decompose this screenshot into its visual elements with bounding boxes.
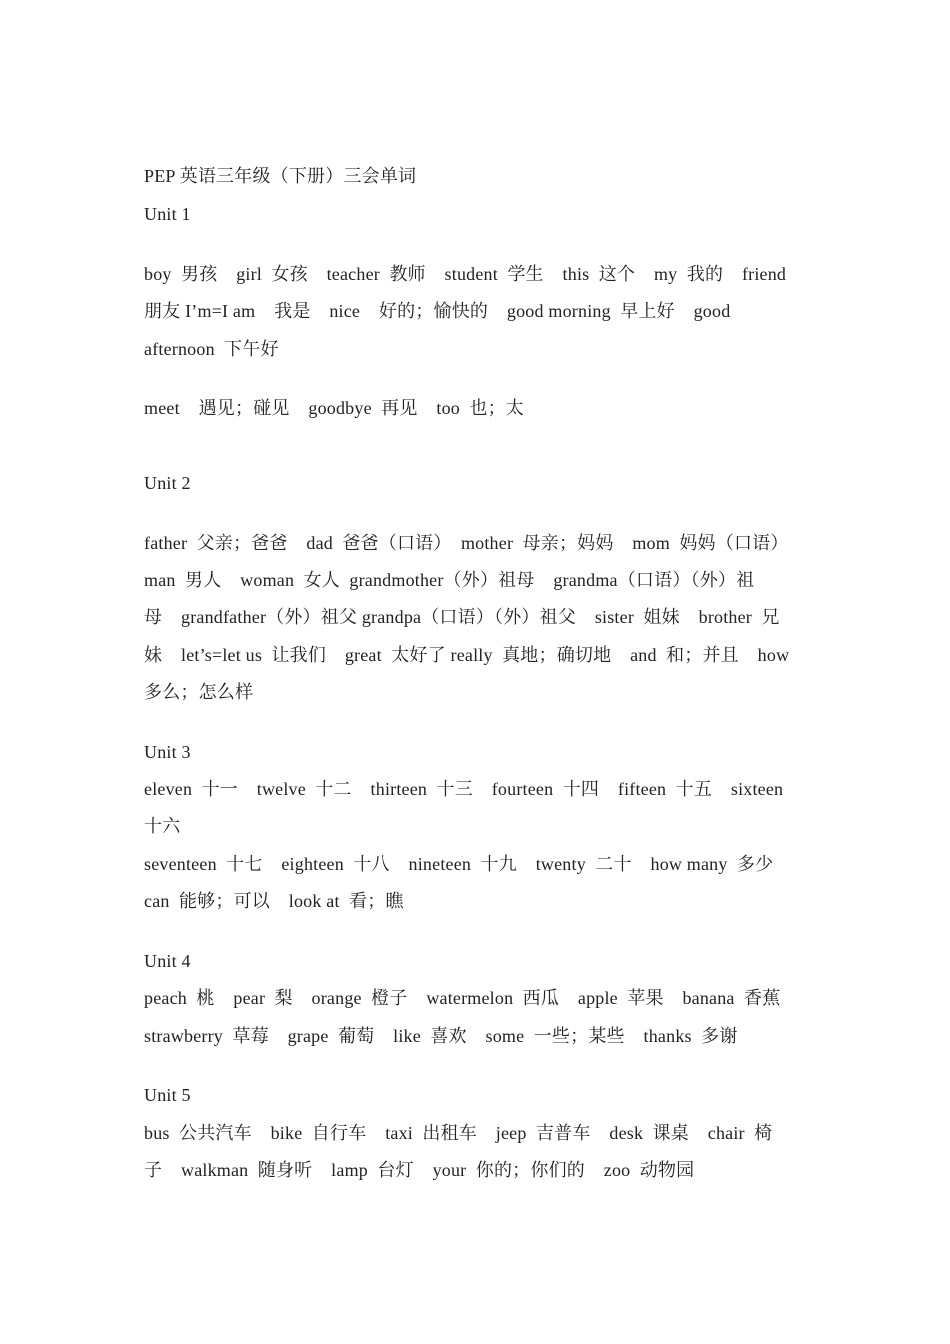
document-title: PEP 英语三年级（下册）三会单词 bbox=[144, 166, 417, 186]
unit-4-line-1: peach 桃 pear 梨 orange 橙子 watermelon 西瓜 apple 苹果 banana 香蕉 bbox=[144, 988, 781, 1008]
unit-1-line-4: meet 遇见；碰见 goodbye 再见 too 也；太 bbox=[144, 398, 524, 418]
unit-3-line-2: 十六 bbox=[144, 816, 181, 836]
unit-1-heading: Unit 1 bbox=[144, 204, 191, 224]
unit-2-line-4: 妹 let’s=let us 让我们 great 太好了 really 真地；确切地 and 和；并且 how bbox=[144, 645, 790, 665]
unit-3-line-3: seventeen 十七 eighteen 十八 nineteen 十九 twenty 二十 how many 多少 bbox=[144, 854, 774, 874]
unit-2-line-5: 多么；怎么样 bbox=[144, 682, 254, 702]
unit-3-line-4: can 能够；可以 look at 看；瞧 bbox=[144, 891, 404, 911]
unit-1-line-1: boy 男孩 girl 女孩 teacher 教师 student 学生 this 这个 my 我的 friend bbox=[144, 264, 787, 284]
unit-1-line-2: 朋友 I’m=I am 我是 nice 好的；愉快的 good morning 早上好 good bbox=[144, 301, 731, 321]
unit-2-line-2: man 男人 woman 女人 grandmother（外）祖母 grandma（口语）（外）祖 bbox=[144, 570, 755, 590]
unit-4-line-2: strawberry 草莓 grape 葡萄 like 喜欢 some 一些；某些 thanks 多谢 bbox=[144, 1026, 738, 1046]
unit-1-line-3: afternoon 下午好 bbox=[144, 339, 279, 359]
unit-5-line-2: 子 walkman 随身听 lamp 台灯 your 你的；你们的 zoo 动物园 bbox=[144, 1160, 695, 1180]
unit-5-line-1: bus 公共汽车 bike 自行车 taxi 出租车 jeep 吉普车 desk 课桌 chair 椅 bbox=[144, 1123, 773, 1143]
unit-2-line-3: 母 grandfather（外）祖父 grandpa（口语）（外）祖父 sister 姐妹 brother 兄 bbox=[144, 607, 780, 627]
unit-3-heading: Unit 3 bbox=[144, 742, 191, 762]
unit-4-heading: Unit 4 bbox=[144, 951, 191, 971]
unit-5-heading: Unit 5 bbox=[144, 1085, 191, 1105]
unit-3-line-1: eleven 十一 twelve 十二 thirteen 十三 fourteen 十四 fifteen 十五 sixteen bbox=[144, 779, 784, 799]
unit-2-line-1: father 父亲；爸爸 dad 爸爸（口语） mother 母亲；妈妈 mom 妈妈（口语） bbox=[144, 533, 789, 553]
unit-2-heading: Unit 2 bbox=[144, 473, 191, 493]
